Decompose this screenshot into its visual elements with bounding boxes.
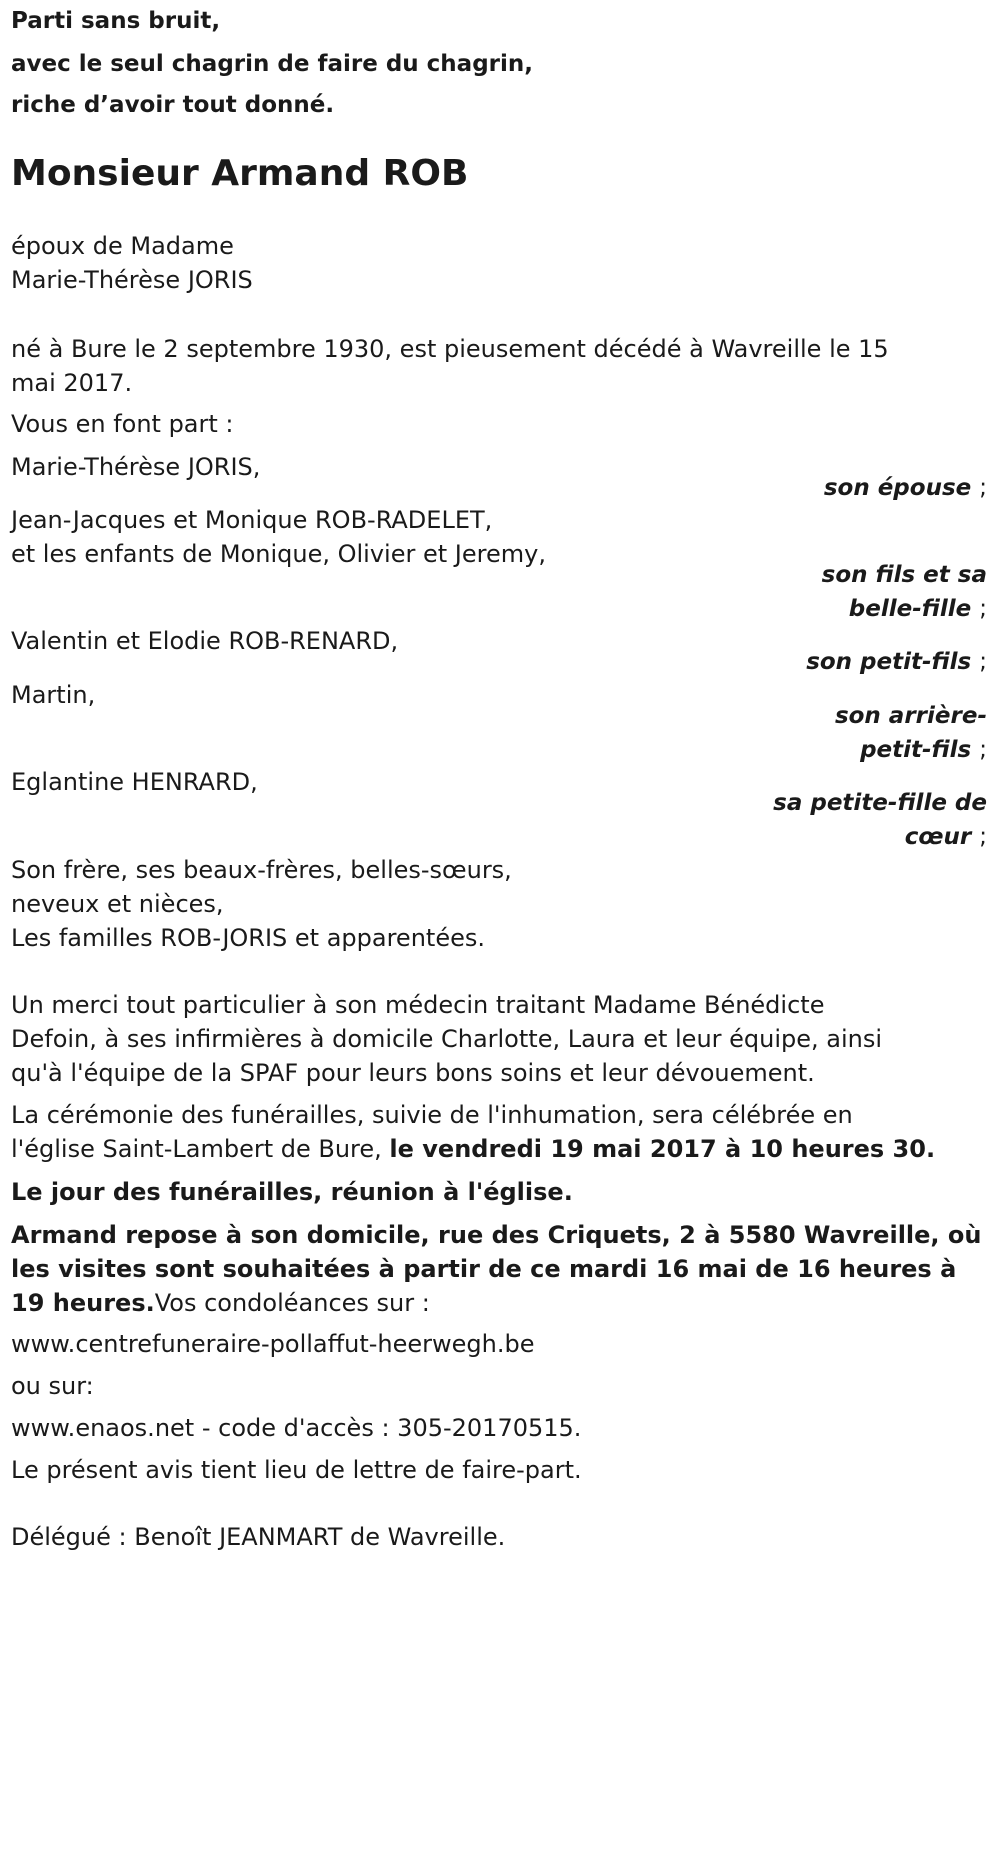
thanks-line-2: Defoin, à ses infirmières à domicile Charlotte, Laura et leur équipe, ainsi [11, 1025, 883, 1053]
announcer-name: Marie-Thérèse JORIS, [11, 453, 261, 481]
announcer-relation: son petit-fils ; [806, 649, 987, 675]
ceremony-line-1: La cérémonie des funérailles, suivie de l'inhumation, sera célébrée en [11, 1101, 853, 1129]
deceased-name: Monsieur Armand ROB [11, 153, 469, 194]
announcer-relation: petit-fils ; [860, 737, 987, 763]
announcer-relation: cœur ; [904, 824, 987, 850]
intro-line-3: riche d’avoir tout donné. [11, 92, 335, 118]
announcer-name: Eglantine HENRARD, [11, 768, 258, 796]
visits-line-2: les visites sont souhaitées à partir de ce mardi 16 mai de 16 heures à [11, 1255, 957, 1283]
announcers-header: Vous en font part : [11, 410, 234, 438]
announcer-relation: son épouse ; [823, 475, 987, 501]
announcer-name: Martin, [11, 681, 96, 709]
intro-line-1: Parti sans bruit, [11, 8, 221, 34]
announcer-name: Valentin et Elodie ROB-RENARD, [11, 627, 399, 655]
birth-line-1: né à Bure le 2 septembre 1930, est pieusement décédé à Wavreille le 15 [11, 335, 889, 363]
announcer-relation: belle-fille ; [848, 596, 987, 622]
family-line-2: neveux et nièces, [11, 890, 224, 918]
ceremony-date: le vendredi 19 mai 2017 à 10 heures 30. [389, 1135, 936, 1163]
thanks-line-1: Un merci tout particulier à son médecin traitant Madame Bénédicte [11, 991, 825, 1019]
ceremony-line-2: l'église Saint-Lambert de Bure, le vendredi 19 mai 2017 à 10 heures 30. [11, 1135, 936, 1163]
spouse-line-1: époux de Madame [11, 232, 234, 260]
intro-line-2: avec le seul chagrin de faire du chagrin, [11, 51, 534, 77]
announcer-name-continued: et les enfants de Monique, Olivier et Jeremy, [11, 540, 546, 568]
condolence-link-1[interactable]: www.centrefuneraire-pollaffut-heerwegh.be [11, 1330, 535, 1358]
condolence-or: ou sur: [11, 1372, 94, 1400]
family-line-3: Les familles ROB-JORIS et apparentées. [11, 924, 485, 952]
visits-line-1: Armand repose à son domicile, rue des Criquets, 2 à 5580 Wavreille, où [11, 1221, 982, 1249]
announcer-name: Jean-Jacques et Monique ROB-RADELET, [11, 506, 493, 534]
ceremony-meeting: Le jour des funérailles, réunion à l'église. [11, 1178, 573, 1206]
announcer-relation: sa petite-fille de [773, 790, 987, 816]
condolence-link-2[interactable]: www.enaos.net - code d'accès : 305-20170515. [11, 1414, 582, 1442]
visits-line-3: 19 heures.Vos condoléances sur : [11, 1289, 430, 1317]
family-line-1: Son frère, ses beaux-frères, belles-sœurs, [11, 856, 512, 884]
announcer-relation: son fils et sa [821, 562, 987, 588]
spouse-line-2: Marie-Thérèse JORIS [11, 266, 253, 294]
notice-line: Le présent avis tient lieu de lettre de faire-part. [11, 1456, 582, 1484]
thanks-line-3: qu'à l'équipe de la SPAF pour leurs bons soins et leur dévouement. [11, 1059, 815, 1087]
birth-line-2: mai 2017. [11, 369, 133, 397]
delegate-line: Délégué : Benoît JEANMART de Wavreille. [11, 1523, 506, 1551]
announcer-relation: son arrière- [834, 703, 987, 729]
